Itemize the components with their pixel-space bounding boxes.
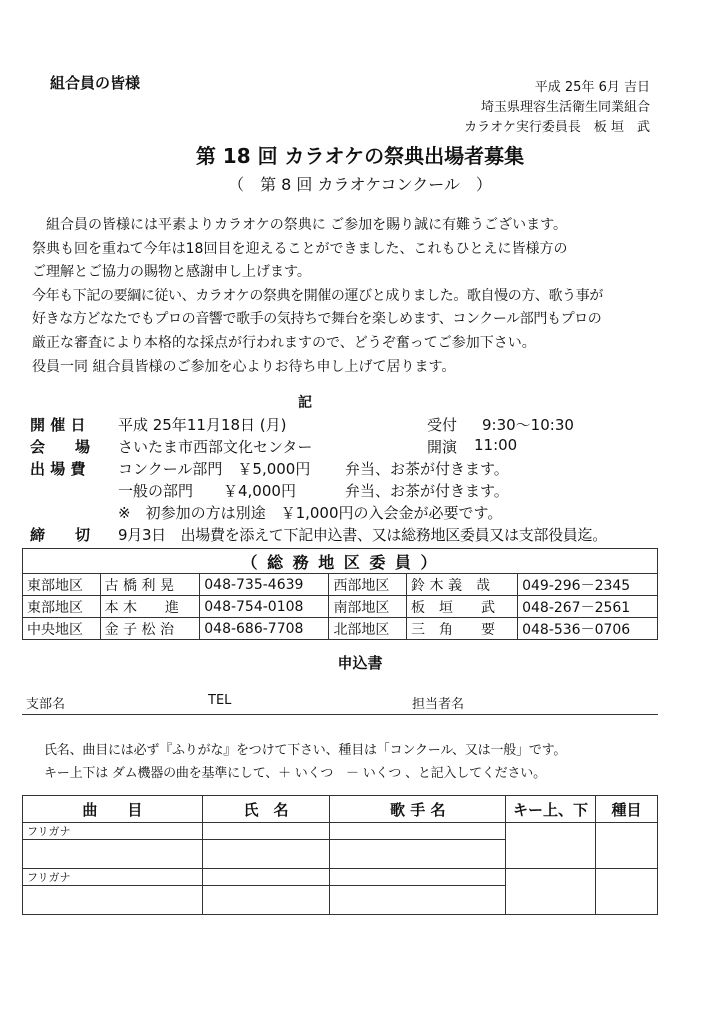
name-cell[interactable] [202, 840, 330, 869]
member-name-cell: 古 橋 利 晃 [100, 574, 200, 596]
table-row [23, 823, 658, 840]
deadline-label: 締 切 [30, 526, 91, 544]
name-cell[interactable] [202, 886, 330, 915]
member-name-cell: 金 子 松 治 [100, 618, 200, 640]
furigana-label: フリガナ [23, 823, 203, 840]
table-row [23, 618, 658, 640]
singer-header: 歌 手 名 [330, 796, 506, 823]
member-name-cell: 本 木 進 [100, 596, 200, 618]
phone-cell: 048-754-0108 [200, 596, 329, 618]
committee-table [22, 548, 658, 640]
fee-first-time: ※ 初参加の方は別途 ￥1,000円の入会金が必要です。 [118, 504, 503, 522]
form-title: 申込書 [337, 654, 383, 672]
category-header: 種目 [596, 796, 658, 823]
body-line: 役員一同 組合員皆様のご参加を心よりお待ち申し上げて居ります。 [32, 359, 456, 375]
date-value: 平成 25年11月18日 (月) [118, 416, 287, 434]
district-cell: 中央地区 [23, 618, 101, 640]
key-header: キー上、下 [506, 796, 596, 823]
singer-cell[interactable] [330, 840, 506, 869]
venue-label: 会 場 [30, 438, 91, 456]
fee-contest: コンクール部門 ￥5,000円 [118, 460, 311, 478]
phone-cell: 049-296－2345 [518, 574, 658, 596]
member-name-cell: 板 垣 武 [407, 596, 518, 618]
table-row [23, 574, 658, 596]
singer-cell[interactable] [330, 886, 506, 915]
page-title: 第 18 回 カラオケの祭典出場者募集 [195, 144, 525, 168]
member-name-cell: 鈴 木 義 哉 [407, 574, 518, 596]
name-furigana-cell[interactable] [202, 823, 330, 840]
district-cell: 東部地区 [23, 574, 101, 596]
branch-label: 支部名 [26, 697, 66, 712]
deadline-value: 9月3日 出場費を添えて下記申込書、又は総務地区委員又は支部役員迄。 [118, 526, 607, 544]
table-row [23, 596, 658, 618]
district-cell: 北部地区 [329, 618, 407, 640]
singer-furigana-cell[interactable] [330, 823, 506, 840]
reception-label: 受付 [427, 416, 458, 434]
furigana-label: フリガナ [23, 869, 203, 886]
category-cell[interactable] [596, 823, 658, 869]
entry-table [22, 795, 658, 915]
fee-label: 出 場 費 [30, 460, 86, 478]
opening-value: 11:00 [474, 436, 518, 454]
category-cell[interactable] [596, 869, 658, 915]
phone-cell: 048-735-4639 [200, 574, 329, 596]
body-line: ご理解とご協力の賜物と感謝申し上げます。 [32, 264, 311, 280]
district-cell: 西部地区 [329, 574, 407, 596]
tel-label: TEL [208, 693, 232, 708]
key-cell[interactable] [506, 869, 596, 915]
person-label: 担当者名 [412, 697, 465, 712]
venue-value: さいたま市西部文化センター [118, 438, 313, 456]
phone-cell: 048-686-7708 [200, 618, 329, 640]
fee-contest-note: 弁当、お茶が付きます。 [345, 460, 509, 478]
phone-cell: 048-536－0706 [518, 618, 658, 640]
committee-chair: カラオケ実行委員長 板 垣 武 [464, 120, 650, 135]
body-line: 今年も下記の要綱に従い、カラオケの祭典を開催の運びと成りました。歌自慢の方、歌う事が [32, 288, 603, 304]
body-line: 組合員の皆様には平素よりカラオケの祭典に ご参加を賜り誠に有難うございます。 [32, 217, 568, 233]
organization-name: 埼玉県理容生活衛生同業組合 [480, 100, 650, 115]
date-label: 開 催 日 [30, 416, 86, 434]
district-cell: 南部地区 [329, 596, 407, 618]
song-cell[interactable] [23, 886, 203, 915]
ki-mark: 記 [298, 395, 312, 411]
body-line: 厳正な審査により本格的な採点が行われますので、どうぞ奮ってご参加下さい。 [32, 335, 536, 351]
name-furigana-cell[interactable] [202, 869, 330, 886]
table-row [23, 869, 658, 886]
song-cell[interactable] [23, 840, 203, 869]
form-underline [22, 714, 658, 715]
reception-value: 9:30～10:30 [482, 416, 574, 434]
district-cell: 東部地区 [23, 596, 101, 618]
body-line: 祭典も回を重ねて今年は18回目を迎えることができました、これもひとえに皆様方の [32, 241, 568, 257]
fee-general-note: 弁当、お茶が付きます。 [345, 482, 509, 500]
phone-cell: 048-267－2561 [518, 596, 658, 618]
issue-date: 平成 25年 6月 吉日 [534, 80, 650, 95]
key-cell[interactable] [506, 823, 596, 869]
member-name-cell: 三 角 要 [407, 618, 518, 640]
song-header: 曲 目 [23, 796, 203, 823]
singer-furigana-cell[interactable] [330, 869, 506, 886]
committee-caption: （ 総 務 地 区 委 員 ） [23, 549, 658, 574]
opening-label: 開演 [427, 438, 458, 456]
addressee: 組合員の皆様 [50, 74, 141, 92]
name-header: 氏 名 [202, 796, 330, 823]
fee-general: 一般の部門 ￥4,000円 [118, 482, 296, 500]
body-line: 好きな方どなたでもプロの音響で歌手の気持ちで舞台を楽しめます、コンクール部門もプロの [32, 311, 602, 327]
page-subtitle: （ 第 8 回 カラオケコンクール ） [228, 175, 492, 194]
form-note: キー上下は ダム機器の曲を基準にして、＋ いくつ － いくつ 、と記入してください。 [44, 766, 546, 781]
form-note: 氏名、曲目には必ず『ふりがな』をつけて下さい、種目は「コンクール、又は一般」です。 [44, 743, 567, 758]
